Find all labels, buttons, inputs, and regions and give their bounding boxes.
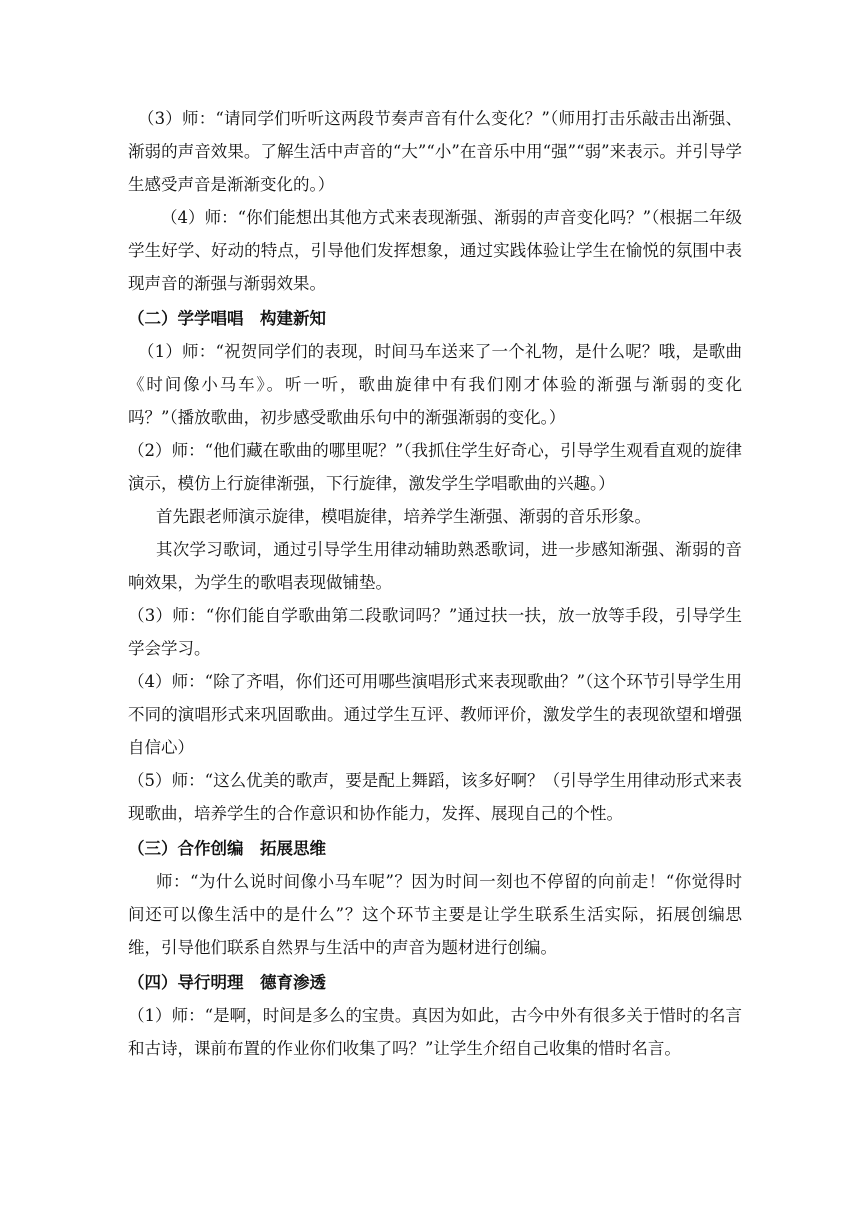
paragraph-sing-1: （1）师：“祝贺同学们的表现，时间马车送来了一个礼物，是什么呢？哦，是歌曲《时间像小马车》。听一听，歌曲旋律中有我们刚才体验的渐强与渐弱的变化吗？”（播放歌曲，初步感受歌曲乐句中的渐强渐弱的变化。） (128, 342, 742, 427)
paragraph-melody: 首先跟老师演示旋律，模唱旋律，培养学生渐强、渐弱的音乐形象。 (156, 507, 652, 526)
paragraph-sing-5: （5）师：“这么优美的歌声，要是配上舞蹈，该多好啊？（引导学生用律动形式来表现歌曲，培养学生的合作意识和协作能力，发挥、展现自己的个性。 (128, 771, 742, 823)
paragraph-sing-3: （3）师：“你们能自学歌曲第二段歌词吗？”通过扶一扶，放一放等手段，引导学生学会学习。 (128, 606, 742, 658)
paragraph-step-3: （3）师：“请同学们听听这两段节奏声音有什么变化？”（师用打击乐敲击出渐强、渐弱的声音效果。了解生活中声音的“大”“小”在音乐中用“强”“弱”来表示。并引导学生感受声音是渐渐变化的。） (128, 109, 742, 194)
section-heading-2: （二）学学唱唱 构建新知 (128, 309, 326, 328)
paragraph-moral-1: （1）师：“是啊，时间是多么的宝贵。真因为如此，古今中外有很多关于惜时的名言和古诗，课前布置的作业你们收集了吗？”让学生介绍自己收集的惜时名言。 (128, 1006, 742, 1058)
paragraph-sing-4: （4）师：“除了齐唱，你们还可用哪些演唱形式来表现歌曲？”（这个环节引导学生用不同的演唱形式来巩固歌曲。通过学生互评、教师评价，激发学生的表现欲望和增强自信心） (128, 672, 742, 757)
section-heading-3: （三）合作创编 拓展思维 (128, 839, 326, 858)
paragraph-sing-2: （2）师：“他们藏在歌曲的哪里呢？”（我抓住学生好奇心，引导学生观看直观的旋律演示，模仿上行旋律渐强，下行旋律，激发学生学唱歌曲的兴趣。） (128, 441, 742, 493)
paragraph-lyrics: 其次学习歌词，通过引导学生用律动辅助熟悉歌词，进一步感知渐强、渐弱的音响效果，为学生的歌唱表现做铺垫。 (128, 540, 742, 592)
paragraph-create: 师：“为什么说时间像小马车呢”？因为时间一刻也不停留的向前走！“你觉得时间还可以像生活中的是什么”？这个环节主要是让学生联系生活实际，拓展创编思维，引导他们联系自然界与生活中的声音为题材进行创编。 (128, 872, 742, 957)
document-body (128, 102, 742, 1065)
section-heading-4: （四）导行明理 德育渗透 (128, 973, 326, 992)
paragraph-step-4: （4）师：“你们能想出其他方式来表现渐强、渐弱的声音变化吗？”（根据二年级学生好学、好动的特点，引导他们发挥想象，通过实践体验让学生在愉悦的氛围中表现声音的渐强与渐弱效果。 (128, 208, 742, 293)
